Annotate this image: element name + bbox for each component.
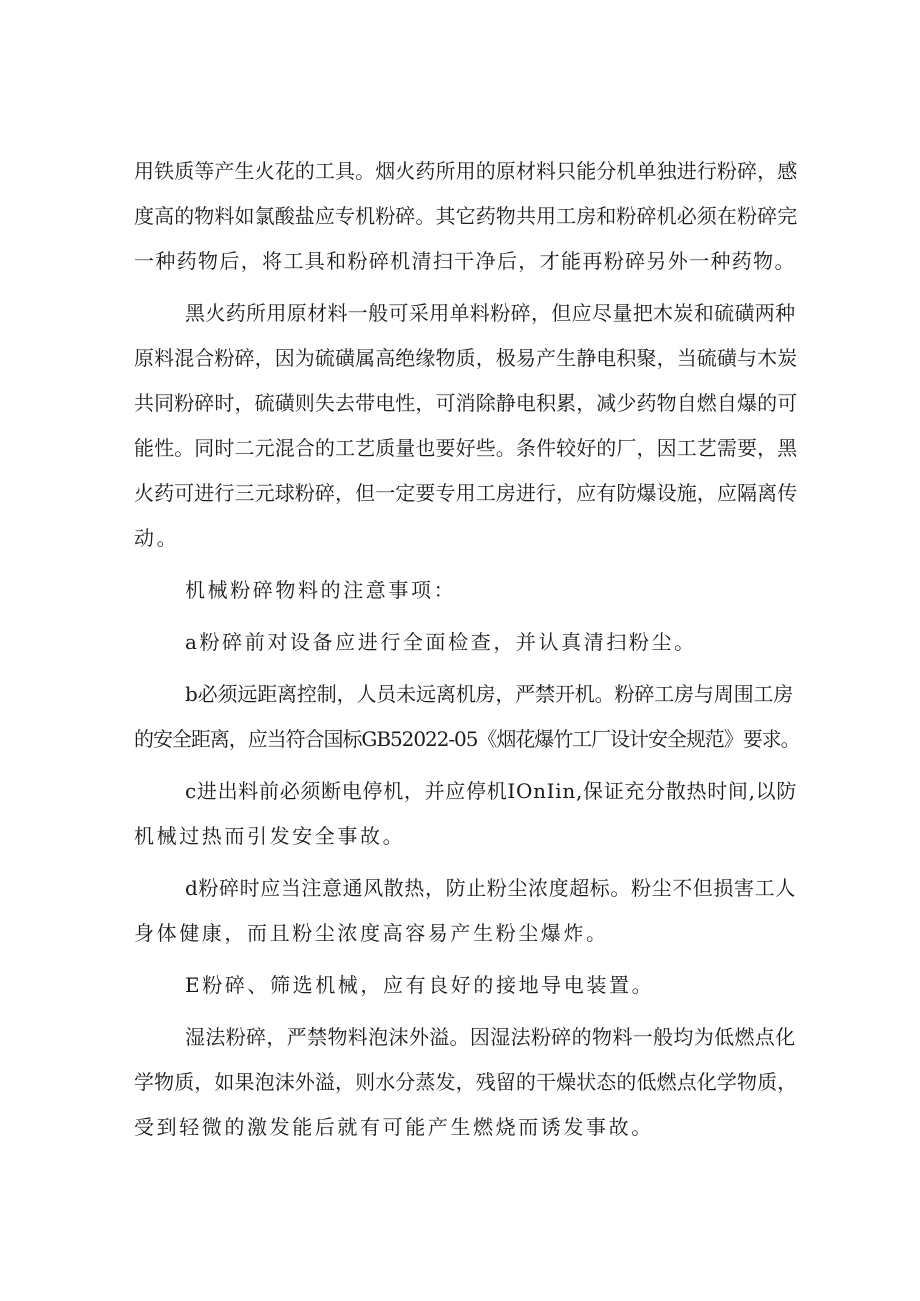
paragraph-line: 用铁质等产生火花的工具。烟火药所用的原材料只能分机单独进行粉碎，感 [134, 159, 798, 183]
paragraph-line: d粉碎时应当注意通风散热，防止粉尘浓度超标。粉尘不但损害工人 [185, 876, 796, 900]
paragraph-line: 共同粉碎时，硫磺则失去带电性，可消除静电积累，减少药物自燃自爆的可 [134, 391, 798, 415]
paragraph-line: c进出料前必须断电停机，并应停机IOnIin,保证充分散热时间,以防 [185, 779, 798, 803]
paragraph-line: 火药可进行三元球粉碎，但一定要专用工房进行，应有防爆设施，应隔离传 [134, 481, 798, 505]
paragraph-line: 黑火药所用原材料一般可采用单料粉碎，但应尽量把木炭和硫磺两种 [185, 301, 796, 325]
paragraph-line: 身体健康，而且粉尘浓度高容易产生粉尘爆炸。 [134, 921, 609, 945]
paragraph-line: b必须远距离控制，人员未远离机房，严禁开机。粉碎工房与周围工房 [185, 682, 794, 706]
paragraph-line: 能性。同时二元混合的工艺质量也要好些。条件较好的厂，因工艺需要，黑 [134, 436, 798, 460]
paragraph-line: 学物质，如果泡沫外溢，则水分蒸发，残留的干燥状态的低燃点化学物质， [134, 1070, 798, 1094]
paragraph-line: 湿法粉碎，严禁物料泡沫外溢。因湿法粉碎的物料一般均为低燃点化 [185, 1025, 796, 1049]
paragraph-line: a粉碎前对设备应进行全面检查，并认真清扫粉尘。 [185, 630, 697, 654]
paragraph-line: 原料混合粉碎，因为硫磺属高绝缘物质，极易产生静电积聚，当硫磺与木炭 [134, 346, 798, 370]
paragraph-line: 的安全距离，应当符合国标GB52022-05《烟花爆竹工厂设计安全规范》要求。 [134, 727, 800, 751]
paragraph-line: 一种药物后，将工具和粉碎机清扫干净后，才能再粉碎另外一种药物。 [134, 249, 796, 273]
paragraph-line: 机械过热而引发安全事故。 [134, 824, 406, 848]
paragraph-line: 受到轻微的激发能后就有可能产生燃烧而诱发事故。 [134, 1115, 654, 1139]
paragraph-line: 动。 [134, 526, 180, 550]
paragraph-line: E粉碎、筛选机械，应有良好的接地导电装置。 [185, 973, 655, 997]
paragraph-line: 度高的物料如氯酸盐应专机粉碎。其它药物共用工房和粉碎机必须在粉碎完 [134, 204, 798, 228]
paragraph-line: 机械粉碎物料的注意事项： [185, 578, 457, 602]
